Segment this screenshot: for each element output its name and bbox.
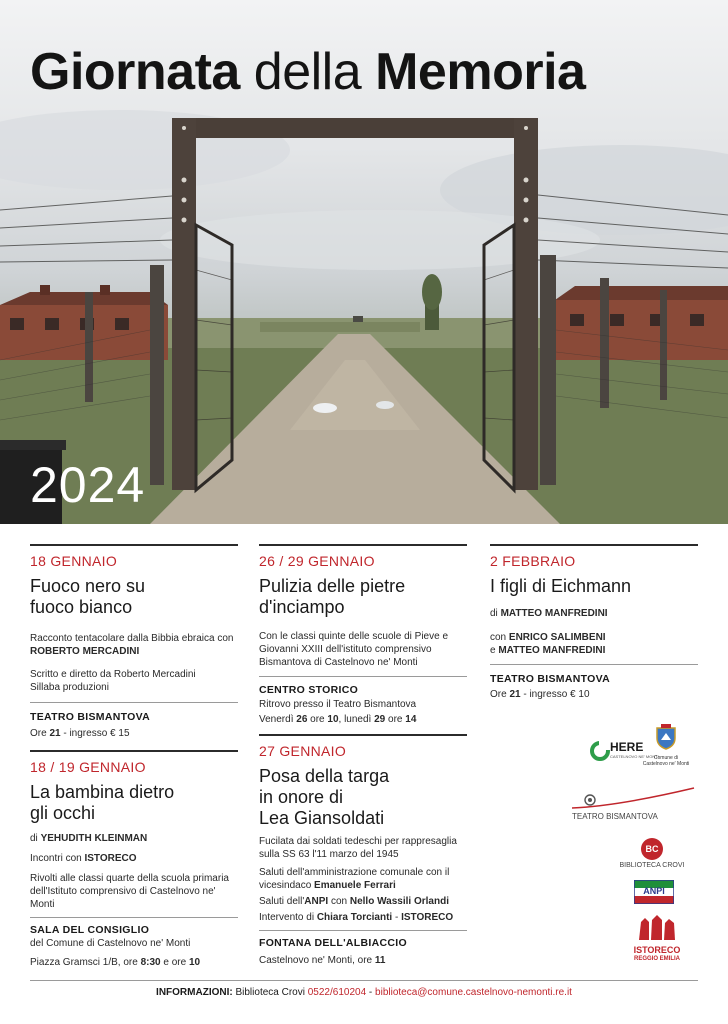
footer-label: INFORMAZIONI: bbox=[156, 987, 233, 998]
here-wordmark: HERE bbox=[610, 740, 644, 754]
event-time bbox=[30, 727, 238, 740]
event-date: 18 GENNAIO bbox=[30, 553, 118, 569]
event-block bbox=[490, 544, 698, 701]
event-26-29-gennaio bbox=[259, 544, 467, 726]
footer-dash: - bbox=[366, 987, 376, 998]
title-word-della: della bbox=[253, 43, 362, 101]
greeting-name: Emanuele Ferrari bbox=[314, 880, 396, 891]
event-author bbox=[30, 832, 238, 845]
footer-library: Biblioteca Crovi bbox=[232, 987, 308, 998]
biblioteca-badge-icon: BC bbox=[641, 838, 663, 860]
greeting-text: Saluti dell'amministrazione comunale con il vicesindaco bbox=[259, 867, 450, 891]
cast-name: MATTEO MANFREDINI bbox=[498, 645, 606, 656]
credit-line: Sillaba produzioni bbox=[30, 682, 109, 693]
address-join: e ore bbox=[160, 957, 189, 968]
venue-detail bbox=[259, 954, 467, 967]
schedule-day: 29 bbox=[374, 714, 386, 725]
divider bbox=[30, 702, 238, 703]
event-block bbox=[259, 544, 467, 726]
poster-title bbox=[30, 42, 710, 102]
venue-detail: Ritrovo presso il Teatro Bismantova bbox=[259, 699, 417, 710]
author-name: YEHUDITH KLEINMAN bbox=[40, 833, 148, 844]
divider bbox=[259, 676, 467, 677]
event-block bbox=[30, 750, 238, 969]
meeting-text: Incontri con bbox=[30, 853, 85, 864]
comune-name: Castelnovo ne' Monti bbox=[642, 761, 690, 767]
event-27-gennaio bbox=[259, 734, 467, 967]
event-author bbox=[490, 607, 698, 620]
event-description: Rivolti alle classi quarte della scuola primaria dell'Istituto comprensivo di Castelnovo ne' Monti bbox=[30, 873, 229, 910]
cast-name: ENRICO SALIMBENI bbox=[508, 632, 606, 643]
schedule-day: 26 bbox=[296, 714, 308, 725]
event-address bbox=[30, 956, 238, 969]
price-text: - ingresso € 15 bbox=[60, 728, 130, 739]
event-block bbox=[30, 544, 238, 740]
time-hour: 21 bbox=[49, 728, 61, 739]
schedule-text: ore bbox=[307, 714, 328, 725]
org-name: ISTORECO bbox=[401, 912, 454, 923]
event-time bbox=[490, 688, 698, 701]
venue-hour: 11 bbox=[374, 955, 386, 966]
event-2-febbraio bbox=[490, 544, 698, 701]
footer-divider bbox=[30, 980, 698, 981]
credit-line: Scritto e diretto da Roberto Mercadini bbox=[30, 669, 196, 680]
event-cast bbox=[490, 631, 698, 657]
venue-detail: del Comune di Castelnovo ne' Monti bbox=[30, 938, 191, 949]
event-venue: TEATRO BISMANTOVA bbox=[30, 711, 151, 723]
speaker-name: Nello Wassili Orlandi bbox=[349, 896, 449, 907]
event-venue: SALA DEL CONSIGLIO bbox=[30, 924, 150, 936]
poster-year: 2024 bbox=[30, 457, 146, 513]
event-title bbox=[490, 576, 698, 597]
event-title-line: La bambina dietro bbox=[30, 782, 175, 802]
event-18-19-gennaio bbox=[30, 750, 238, 969]
venue-text: Castelnovo ne' Monti, ore bbox=[259, 955, 375, 966]
title-word-memoria: Memoria bbox=[375, 43, 586, 101]
meeting-org: ISTORECO bbox=[84, 853, 137, 864]
schedule-hour: 14 bbox=[405, 714, 417, 725]
event-title-line: Lea Giansoldati bbox=[259, 808, 385, 828]
event-title-line: Posa della targa bbox=[259, 766, 390, 786]
talk-text: Intervento di bbox=[259, 912, 317, 923]
divider bbox=[259, 930, 467, 931]
event-title bbox=[259, 576, 467, 618]
author-name: MATTEO MANFREDINI bbox=[500, 608, 608, 619]
event-credits bbox=[30, 668, 238, 694]
title-word-giornata: Giornata bbox=[30, 43, 240, 101]
here-subtitle: CASTELNOVO NE' MONTI bbox=[610, 754, 659, 759]
event-title bbox=[30, 576, 238, 618]
time-hour: 21 bbox=[509, 689, 521, 700]
divider bbox=[490, 664, 698, 665]
greeting-text: Saluti dell' bbox=[259, 896, 305, 907]
teatro-name: TEATRO BISMANTOVA bbox=[572, 812, 658, 821]
talk-text: - bbox=[392, 912, 402, 923]
istoreco-logo bbox=[632, 914, 682, 964]
teatro-bismantova-logo bbox=[568, 786, 698, 826]
coat-of-arms-icon bbox=[655, 724, 677, 750]
event-date: 18 / 19 GENNAIO bbox=[30, 759, 146, 775]
footer-email[interactable]: biblioteca@comune.castelnovo-nemonti.re.it bbox=[375, 987, 572, 998]
greeting-text: con bbox=[328, 896, 350, 907]
event-greeting bbox=[259, 866, 467, 892]
event-title-line: in onore di bbox=[259, 787, 344, 807]
event-venue: TEATRO BISMANTOVA bbox=[490, 673, 611, 685]
comune-logo bbox=[640, 724, 692, 776]
event-date: 26 / 29 GENNAIO bbox=[259, 553, 375, 569]
here-icon bbox=[590, 741, 610, 761]
speaker-name: Chiara Torcianti bbox=[316, 912, 393, 923]
address-text: Piazza Gramsci 1/B, ore bbox=[30, 957, 141, 968]
event-title-line: Pulizia delle pietre bbox=[259, 576, 406, 596]
event-venue: FONTANA DELL'ALBIACCIO bbox=[259, 937, 407, 949]
schedule-text: ore bbox=[385, 714, 406, 725]
time-2: 10 bbox=[188, 957, 201, 968]
here-logo bbox=[590, 738, 659, 768]
biblioteca-crovi-logo bbox=[612, 838, 692, 870]
event-title-line: gli occhi bbox=[30, 803, 96, 823]
event-date: 27 GENNAIO bbox=[259, 743, 347, 759]
schedule-hour: 10 bbox=[327, 714, 339, 725]
teatro-swoosh-icon bbox=[568, 786, 698, 810]
org-name: ANPI bbox=[304, 896, 329, 907]
time-1: 8:30 bbox=[140, 957, 161, 968]
event-anpi-greeting bbox=[259, 895, 467, 908]
event-18-gennaio bbox=[30, 544, 238, 740]
event-block bbox=[259, 734, 467, 967]
author-prefix: di bbox=[490, 608, 501, 619]
event-description bbox=[30, 632, 238, 658]
footer-info bbox=[30, 987, 698, 998]
event-meeting bbox=[30, 852, 238, 865]
event-description: Con le classi quinte delle scuole di Pieve e Giovanni XXIII dell'istituto comprensivo Bismantova di Castelnovo ne' Monti bbox=[259, 631, 448, 668]
event-venue: CENTRO STORICO bbox=[259, 684, 359, 696]
event-date: 2 FEBBRAIO bbox=[490, 553, 576, 569]
performer-name: ROBERTO MERCADINI bbox=[30, 646, 140, 657]
schedule-text: Venerdì bbox=[259, 714, 297, 725]
author-prefix: di bbox=[30, 833, 41, 844]
istoreco-subtitle: REGGIO EMILIA bbox=[633, 956, 680, 962]
biblioteca-name: BIBLIOTECA CROVI bbox=[619, 862, 685, 869]
time-text: Ore bbox=[30, 728, 50, 739]
event-description: Fucilata dai soldati tedeschi per rappresaglia sulla SS 63 l'11 marzo del 1945 bbox=[259, 836, 457, 860]
schedule-text: , lunedì bbox=[338, 714, 375, 725]
time-text: Ore bbox=[490, 689, 510, 700]
istoreco-wordmark: ISTORECO bbox=[633, 945, 681, 955]
divider bbox=[30, 917, 238, 918]
cast-text: e bbox=[490, 645, 499, 656]
description-text: Racconto tentacolare dalla Bibbia ebraica con bbox=[30, 633, 234, 644]
event-title bbox=[259, 766, 467, 829]
price-text: - ingresso € 10 bbox=[520, 689, 590, 700]
event-title-line: fuoco bianco bbox=[30, 597, 133, 617]
event-talk bbox=[259, 911, 467, 924]
event-title-line: I figli di Eichmann bbox=[490, 576, 632, 596]
anpi-wordmark: ANPI bbox=[643, 886, 665, 896]
comune-label: Comune di bbox=[653, 755, 679, 761]
event-title-line: d'inciampo bbox=[259, 597, 345, 617]
event-title bbox=[30, 782, 238, 824]
cast-text: con bbox=[490, 632, 509, 643]
event-schedule bbox=[259, 713, 467, 726]
footer-phone[interactable]: 0522/610204 bbox=[307, 987, 367, 998]
anpi-logo bbox=[634, 880, 674, 904]
istoreco-figures-icon bbox=[635, 914, 679, 940]
event-title-line: Fuoco nero su bbox=[30, 576, 146, 596]
